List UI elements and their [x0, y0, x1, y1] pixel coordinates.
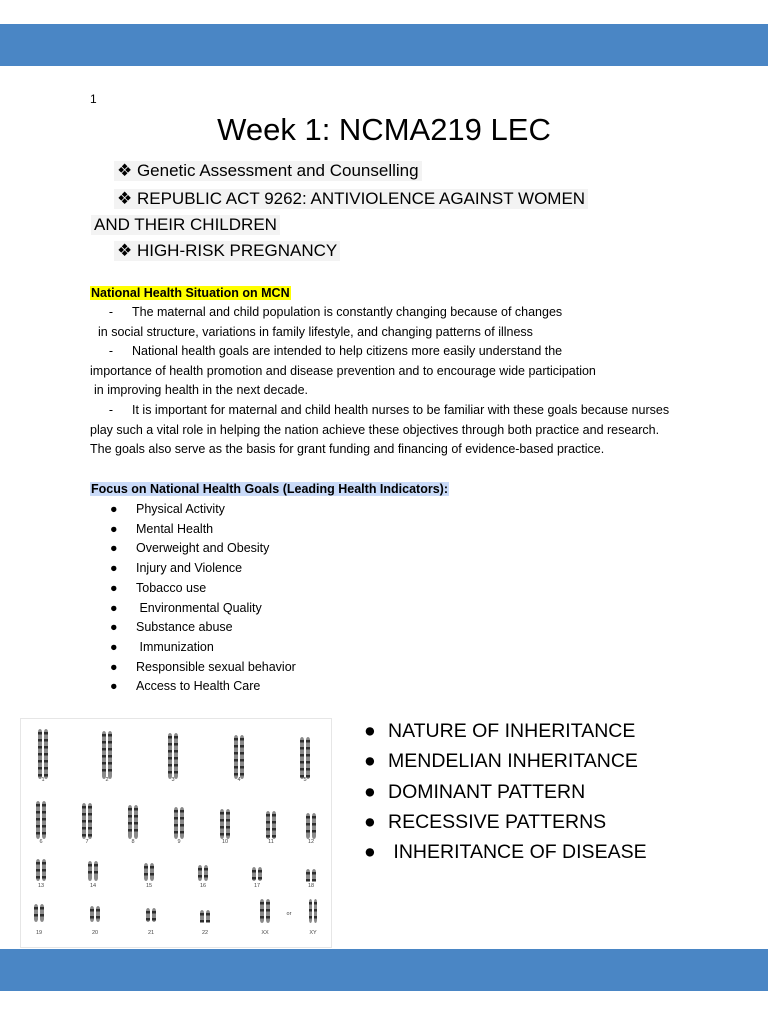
section-heading-health-situation: National Health Situation on MCN [91, 286, 290, 300]
chromosome-label: 11 [268, 839, 274, 845]
chromosome-label: 20 [91, 930, 99, 936]
chromosome-label: 14 [89, 883, 97, 889]
list-item: ● Access to Health Care [110, 679, 261, 694]
chromosome-label: 5 [303, 777, 307, 783]
chromosome-pair [309, 899, 317, 923]
list-item: ● Environmental Quality [110, 600, 262, 615]
topic-ra9262: ❖ REPUBLIC ACT 9262: ANTIVIOLENCE AGAINST WOMEN [114, 189, 588, 209]
chromosome-pair [146, 908, 156, 922]
chromosome-label: 12 [307, 839, 315, 845]
page-number: 1 [90, 92, 97, 106]
dash-marker: - [108, 344, 114, 358]
chromosome-label: 2 [105, 777, 109, 783]
dash-marker: - [108, 403, 114, 417]
chromosome-pair [260, 899, 270, 923]
chromosome-label: 13 [37, 883, 45, 889]
list-item: ● Tobacco use [110, 580, 207, 595]
chromosome-pair [220, 809, 230, 839]
chromosome-label: 7 [85, 839, 89, 845]
chromosome-label: 1 [41, 777, 45, 783]
chromosome-pair [300, 737, 310, 779]
list-item: ● Overweight and Obesity [110, 541, 270, 556]
list-item: ● MENDELIAN INHERITANCE [364, 750, 638, 773]
karyotype-image [20, 718, 332, 948]
list-item: ● Injury and Violence [110, 561, 243, 576]
chromosome-pair [200, 910, 210, 923]
list-item: ● Immunization [110, 639, 214, 654]
chromosome-label: or [286, 911, 292, 917]
chromosome-pair [38, 729, 48, 779]
topic-ra9262-cont: AND THEIR CHILDREN [91, 215, 280, 235]
chromosome-label: 22 [201, 930, 209, 936]
chromosome-label: 18 [307, 883, 315, 889]
chromosome-pair [82, 803, 92, 839]
chromosome-pair [266, 811, 276, 839]
chromosome-pair [34, 904, 44, 922]
paragraph-line: It is important for maternal and child health nurses to be familiar with these goals because nurses [132, 403, 670, 417]
chromosome-pair [102, 731, 112, 779]
paragraph-line: The goals also serve as the basis for grant funding and financing of evidence-based practice. [90, 442, 605, 457]
list-item: ● Mental Health [110, 521, 214, 536]
bottom-banner [0, 949, 768, 991]
inheritance-topics-list [364, 716, 647, 867]
chromosome-pair [168, 733, 178, 779]
list-item: ● INHERITANCE OF DISEASE [364, 841, 647, 864]
chromosome-label: 17 [253, 883, 261, 889]
paragraph-population [90, 303, 762, 342]
list-item: ● Physical Activity [110, 502, 225, 516]
topic-genetic: ❖ Genetic Assessment and Counselling [114, 161, 422, 181]
list-item: ● Substance abuse [110, 620, 233, 635]
chromosome-label: 21 [147, 930, 155, 936]
paragraph-line: National health goals are intended to help citizens more easily understand the [132, 344, 563, 358]
chromosome-pair [252, 867, 262, 881]
chromosome-pair [234, 735, 244, 779]
chromosome-label: 16 [199, 883, 207, 889]
chromosome-label: 3 [171, 777, 175, 783]
karyotype-figure [21, 719, 331, 947]
chromosome-pair [198, 865, 208, 881]
paragraph-nurses [90, 401, 762, 460]
dash-marker: - [108, 305, 114, 319]
chromosome-pair [144, 863, 154, 881]
chromosome-pair [90, 906, 100, 922]
chromosome-label: 8 [131, 839, 135, 845]
list-item: ● RECESSIVE PATTERNS [364, 810, 607, 833]
health-indicators-list [110, 500, 296, 697]
page-title: Week 1: NCMA219 LEC [217, 112, 551, 147]
paragraph-line: The maternal and child population is constantly changing because of changes [132, 305, 563, 319]
paragraph-line: importance of health promotion and disease prevention and to encourage wide participation [90, 363, 596, 378]
chromosome-label: 10 [221, 839, 229, 845]
list-item: ● Responsible sexual behavior [110, 659, 296, 674]
paragraph-line: play such a vital role in helping the nation achieve these objectives through both practice and research. [90, 422, 660, 437]
chromosome-pair [36, 859, 46, 881]
paragraph-line: in improving health in the next decade. [94, 383, 309, 398]
chromosome-label: 19 [35, 930, 43, 936]
chromosome-pair [174, 807, 184, 839]
chromosome-pair [306, 813, 316, 839]
chromosome-label: 15 [145, 883, 153, 889]
chromosome-pair [128, 805, 138, 839]
chromosome-label: 4 [237, 777, 241, 783]
paragraph-line: in social structure, variations in family lifestyle, and changing patterns of illness [98, 324, 533, 339]
list-item: ● NATURE OF INHERITANCE [364, 720, 636, 742]
list-item: ● DOMINANT PATTERN [364, 780, 586, 803]
chromosome-pair [88, 861, 98, 881]
section-heading-health-goals: Focus on National Health Goals (Leading Health Indicators): [91, 482, 448, 496]
top-banner [0, 24, 768, 66]
chromosome-label: 6 [39, 839, 43, 845]
chromosome-pair [306, 869, 316, 882]
chromosome-pair [36, 801, 46, 839]
chromosome-label: XY [309, 930, 317, 936]
chromosome-label: XX [261, 930, 269, 936]
paragraph-health-goals [90, 342, 762, 401]
chromosome-label: 9 [177, 839, 181, 845]
topic-high-risk: ❖ HIGH-RISK PREGNANCY [114, 241, 340, 261]
